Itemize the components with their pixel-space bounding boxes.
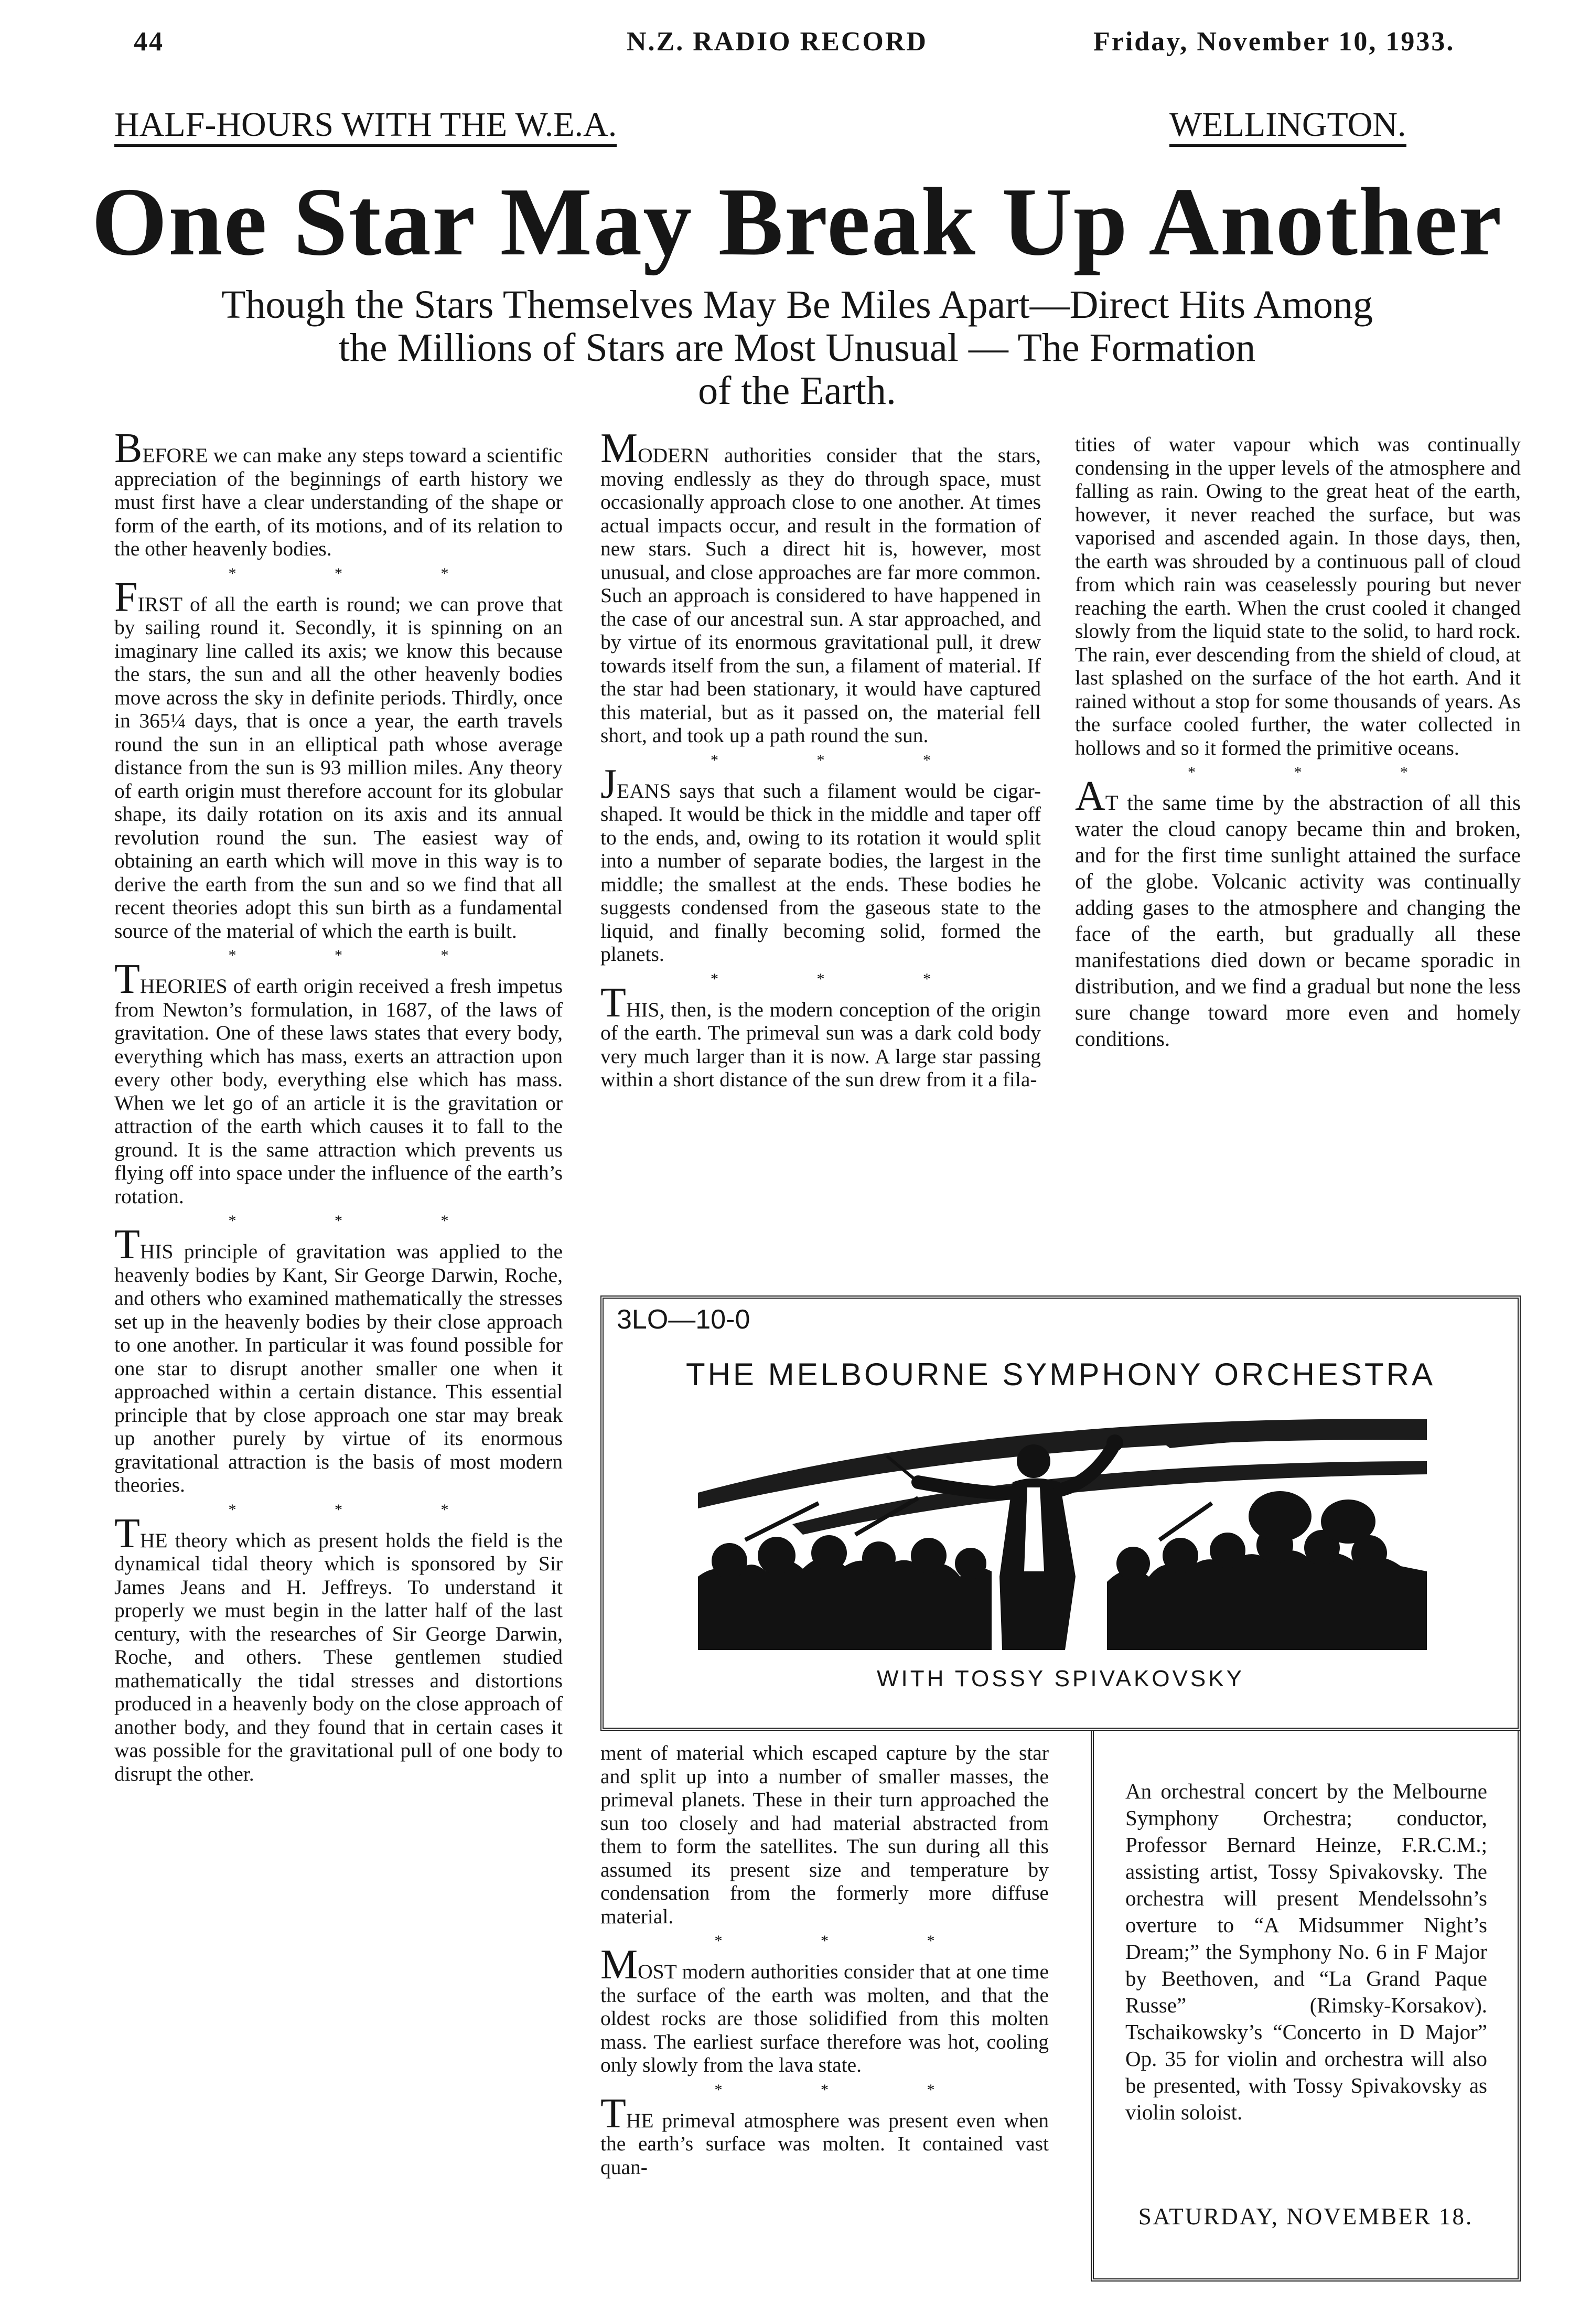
paragraph: MOST modern authorities consider that at one time the surface of the earth was molten, and that the oldest rocks are those solidified from this molten mass. The earliest surface therefore was hot, cooling only slowly from the lava state.: [600, 1942, 1049, 2076]
separator-stars: * * *: [228, 1212, 496, 1229]
drop-initial: T: [600, 2090, 626, 2137]
advert-subtitle: WITH TOSSY SPIVAKOVSKY: [877, 1666, 1244, 1691]
station-callsign: 3LO—10-0: [617, 1304, 750, 1335]
separator-stars: * * *: [711, 751, 978, 769]
separator-stars: * * *: [228, 564, 496, 582]
drop-initial: A: [1075, 773, 1105, 819]
drop-initial: F: [114, 574, 138, 620]
series-kicker: HALF-HOURS WITH THE W.E.A.: [114, 108, 617, 147]
paragraph: THIS, then, is the modern conception of the origin of the earth. The primeval sun was a dark cold body very much larger than it is now. A large star passing within a short distance of the sun drew from it a fila-: [600, 979, 1041, 1091]
advert-title: THE MELBOURNE SYMPHONY ORCHESTRA: [685, 1357, 1436, 1392]
paragraph: THIS principle of gravitation was applied to the heavenly bodies by Kant, Sir George Darwin, Roche, and others who examined mathematically the stresses set up in the heavenly bodies by their close approach to one another. In particular it was found possible for one star to disrupt another smaller one when it approached within a certain distance. This essential principle that by close approach one star may break up another purely by virtue of its enormous gravitational attraction is the basis of most modern theories.: [114, 1222, 563, 1496]
article-column-3: [1075, 433, 1521, 1052]
separator-stars: * * *: [714, 2081, 982, 2098]
drop-initial: T: [114, 1222, 140, 1268]
paragraph: THE primeval atmosphere was present even when the earth’s surface was molten. It contained vast quan-: [600, 2090, 1049, 2179]
headline: One Star May Break Up Another: [91, 168, 1503, 276]
paragraph: JEANS says that such a filament would be cigar-shaped. It would be thick in the middle and taper off to the ends, and, owing to its rotation it would split into a number of separate bodies, the largest in the middle; the smallest at the ends. These bodies he suggests condensed from the gaseous state to the liquid, and finally becoming solid, formed the planets.: [600, 761, 1041, 966]
article-column-1: [114, 425, 563, 1785]
drop-initial: T: [114, 1510, 140, 1557]
paragraph: AT the same time by the abstraction of all this water the cloud canopy became thin and broken, and for the first time sunlight attained the surface of the globe. Volcanic activity was continually adding gases to the atmosphere and changing the face of the earth, but gradually all these manifestations died down or became sporadic in distribution, and we find a gradual but none the less sure change toward more even and homely conditions.: [1075, 773, 1521, 1051]
conductor-orchestra-illustration: [698, 1404, 1427, 1650]
drop-initial: M: [600, 1942, 638, 1988]
paragraph: THEORIES of earth origin received a fresh impetus from Newton’s formulation, in 1687, of the laws of gravitation. One of these laws states that every body, everything which has mass, exerts an attraction upon every other body, everything else which has mass. When we let go of an article it is the gravitation or attraction of the earth which causes it to fall to the ground. It is the same attraction which prevents us flying off into space under the influence of the earth’s rotation.: [114, 956, 563, 1208]
page-number: 44: [134, 27, 164, 57]
drop-initial: B: [114, 425, 143, 472]
separator-stars: * * *: [714, 1932, 982, 1950]
drop-initial: T: [114, 956, 140, 1002]
paragraph: FIRST of all the earth is round; we can prove that by sailing round it. Secondly, it is spinning on an imaginary line called its axis; we know this because the stars, the sun and all the other heavenly bodies move across the sky in definite periods. Thirdly, once in 365¼ days, that is once a year, the earth travels round the sun in an elliptical path whose average distance from the sun is 93 million miles. Any theory of earth origin must therefore account for its globular shape, its daily rotation on its axis and its annual revolution round the sun. The easiest way of obtaining an earth which will move in this way is to derive the earth from the sun and so we find that all recent theories adopt this sun birth as a fundamental source of the material of which the earth is built.: [114, 574, 563, 943]
paragraph: MODERN authorities consider that the stars, moving endlessly as they do through space, must occasionally approach close to one another. At times actual impacts occur, and result in the formation of new stars. Such a direct hit is, however, most unusual, and close approaches are far more common. Such an approach is considered to have happened in the case of our ancestral sun. A star approached, and by virtue of its enormous gravitational pull, it drew towards itself from the sun, a filament of material. If the star had been stationary, it would have captured this material, but as it passed on, the material fell short, and took up a path round the sun.: [600, 425, 1041, 747]
location-kicker: WELLINGTON.: [1169, 108, 1406, 147]
separator-stars: * * *: [228, 947, 496, 964]
subheadline-line: Though the Stars Themselves May Be Miles Apart—Direct Hits Among: [221, 283, 1373, 327]
concert-description: An orchestral concert by the Melbourne Symphony Orchestra; conductor, Professor Bernard Heinze, F.R.C.M.; assisting artist, Tossy Spivakovsky. The orchestra will present Mendelssohn’s overture to “A Midsummer Night’s Dream;” the Symphony No. 6 in F Major by Beethoven, and “La Grand Paque Russe” (Rimsky-Korsakov). Tschaikowsky’s “Concerto in D Major” Op. 35 for violin and orchestra will also be presented, with Tossy Spivakovsky as violin soloist.: [1125, 1779, 1487, 2124]
drop-initial: J: [600, 761, 617, 807]
subheadline-line: of the Earth.: [698, 369, 896, 413]
paragraph: tities of water vapour which was continually condensing in the upper levels of the atmosphere and falling as rain. Owing to the great heat of the earth, however, it never reached the surface, but was vaporised and ascended again. In those days, then, the earth was shrouded by a continuous pall of cloud from which rain was ceaselessly pouring but never reaching the earth. When the crust cooled it changed slowly from the liquid state to the solid, to hard rock. The rain, ever descending from the shield of cloud, at last splashed on the surface of the hot earth. And it rained without a stop for some thousands of years. As the surface cooled further, the water collected in hollows and so it formed the primitive oceans.: [1075, 433, 1521, 759]
separator-stars: * * *: [1188, 764, 1455, 781]
subheadline-line: the Millions of Stars are Most Unusual — The Formation: [338, 326, 1256, 370]
separator-stars: * * *: [711, 970, 978, 988]
article-column-2-top: [600, 425, 1041, 1091]
drop-initial: T: [600, 979, 626, 1026]
publication-name: N.Z. RADIO RECORD: [627, 27, 928, 57]
article-column-2-bottom: [600, 1741, 1049, 2179]
concert-advert: [600, 1295, 1521, 1731]
concert-details-box: [1091, 1731, 1521, 2282]
paragraph: THE theory which as present holds the field is the dynamical tidal theory which is sponsored by Sir James Jeans and H. Jeffreys. To understand it properly we must begin in the latter half of the last century, with the researches of Sir George Darwin, Roche, and others. These gentlemen studied mathematically the tidal stresses and distortions produced in a heavenly body on the close approach of another body, and they found that in certain cases it was possible for the gravitational pull of one body to disrupt the other.: [114, 1510, 563, 1785]
separator-stars: * * *: [228, 1501, 496, 1518]
drop-initial: M: [600, 425, 638, 472]
paragraph: ment of material which escaped capture by the star and split up into a number of smaller masses, the primeval planets. These in their turn approached the sun too closely and had material abstracted from them to form the satellites. The sun during all this assumed its present size and temperature by condensation from the formerly more diffuse material.: [600, 1741, 1049, 1928]
issue-date: Friday, November 10, 1933.: [1093, 27, 1455, 57]
concert-date: SATURDAY, NOVEMBER 18.: [1138, 2203, 1474, 2230]
subheadline: [79, 283, 1515, 412]
paragraph: BEFORE we can make any steps toward a scientific appreciation of the beginnings of earth history we must first have a clear understanding of the shape or form of the earth, of its motions, and of its relation to the other heavenly bodies.: [114, 425, 563, 560]
